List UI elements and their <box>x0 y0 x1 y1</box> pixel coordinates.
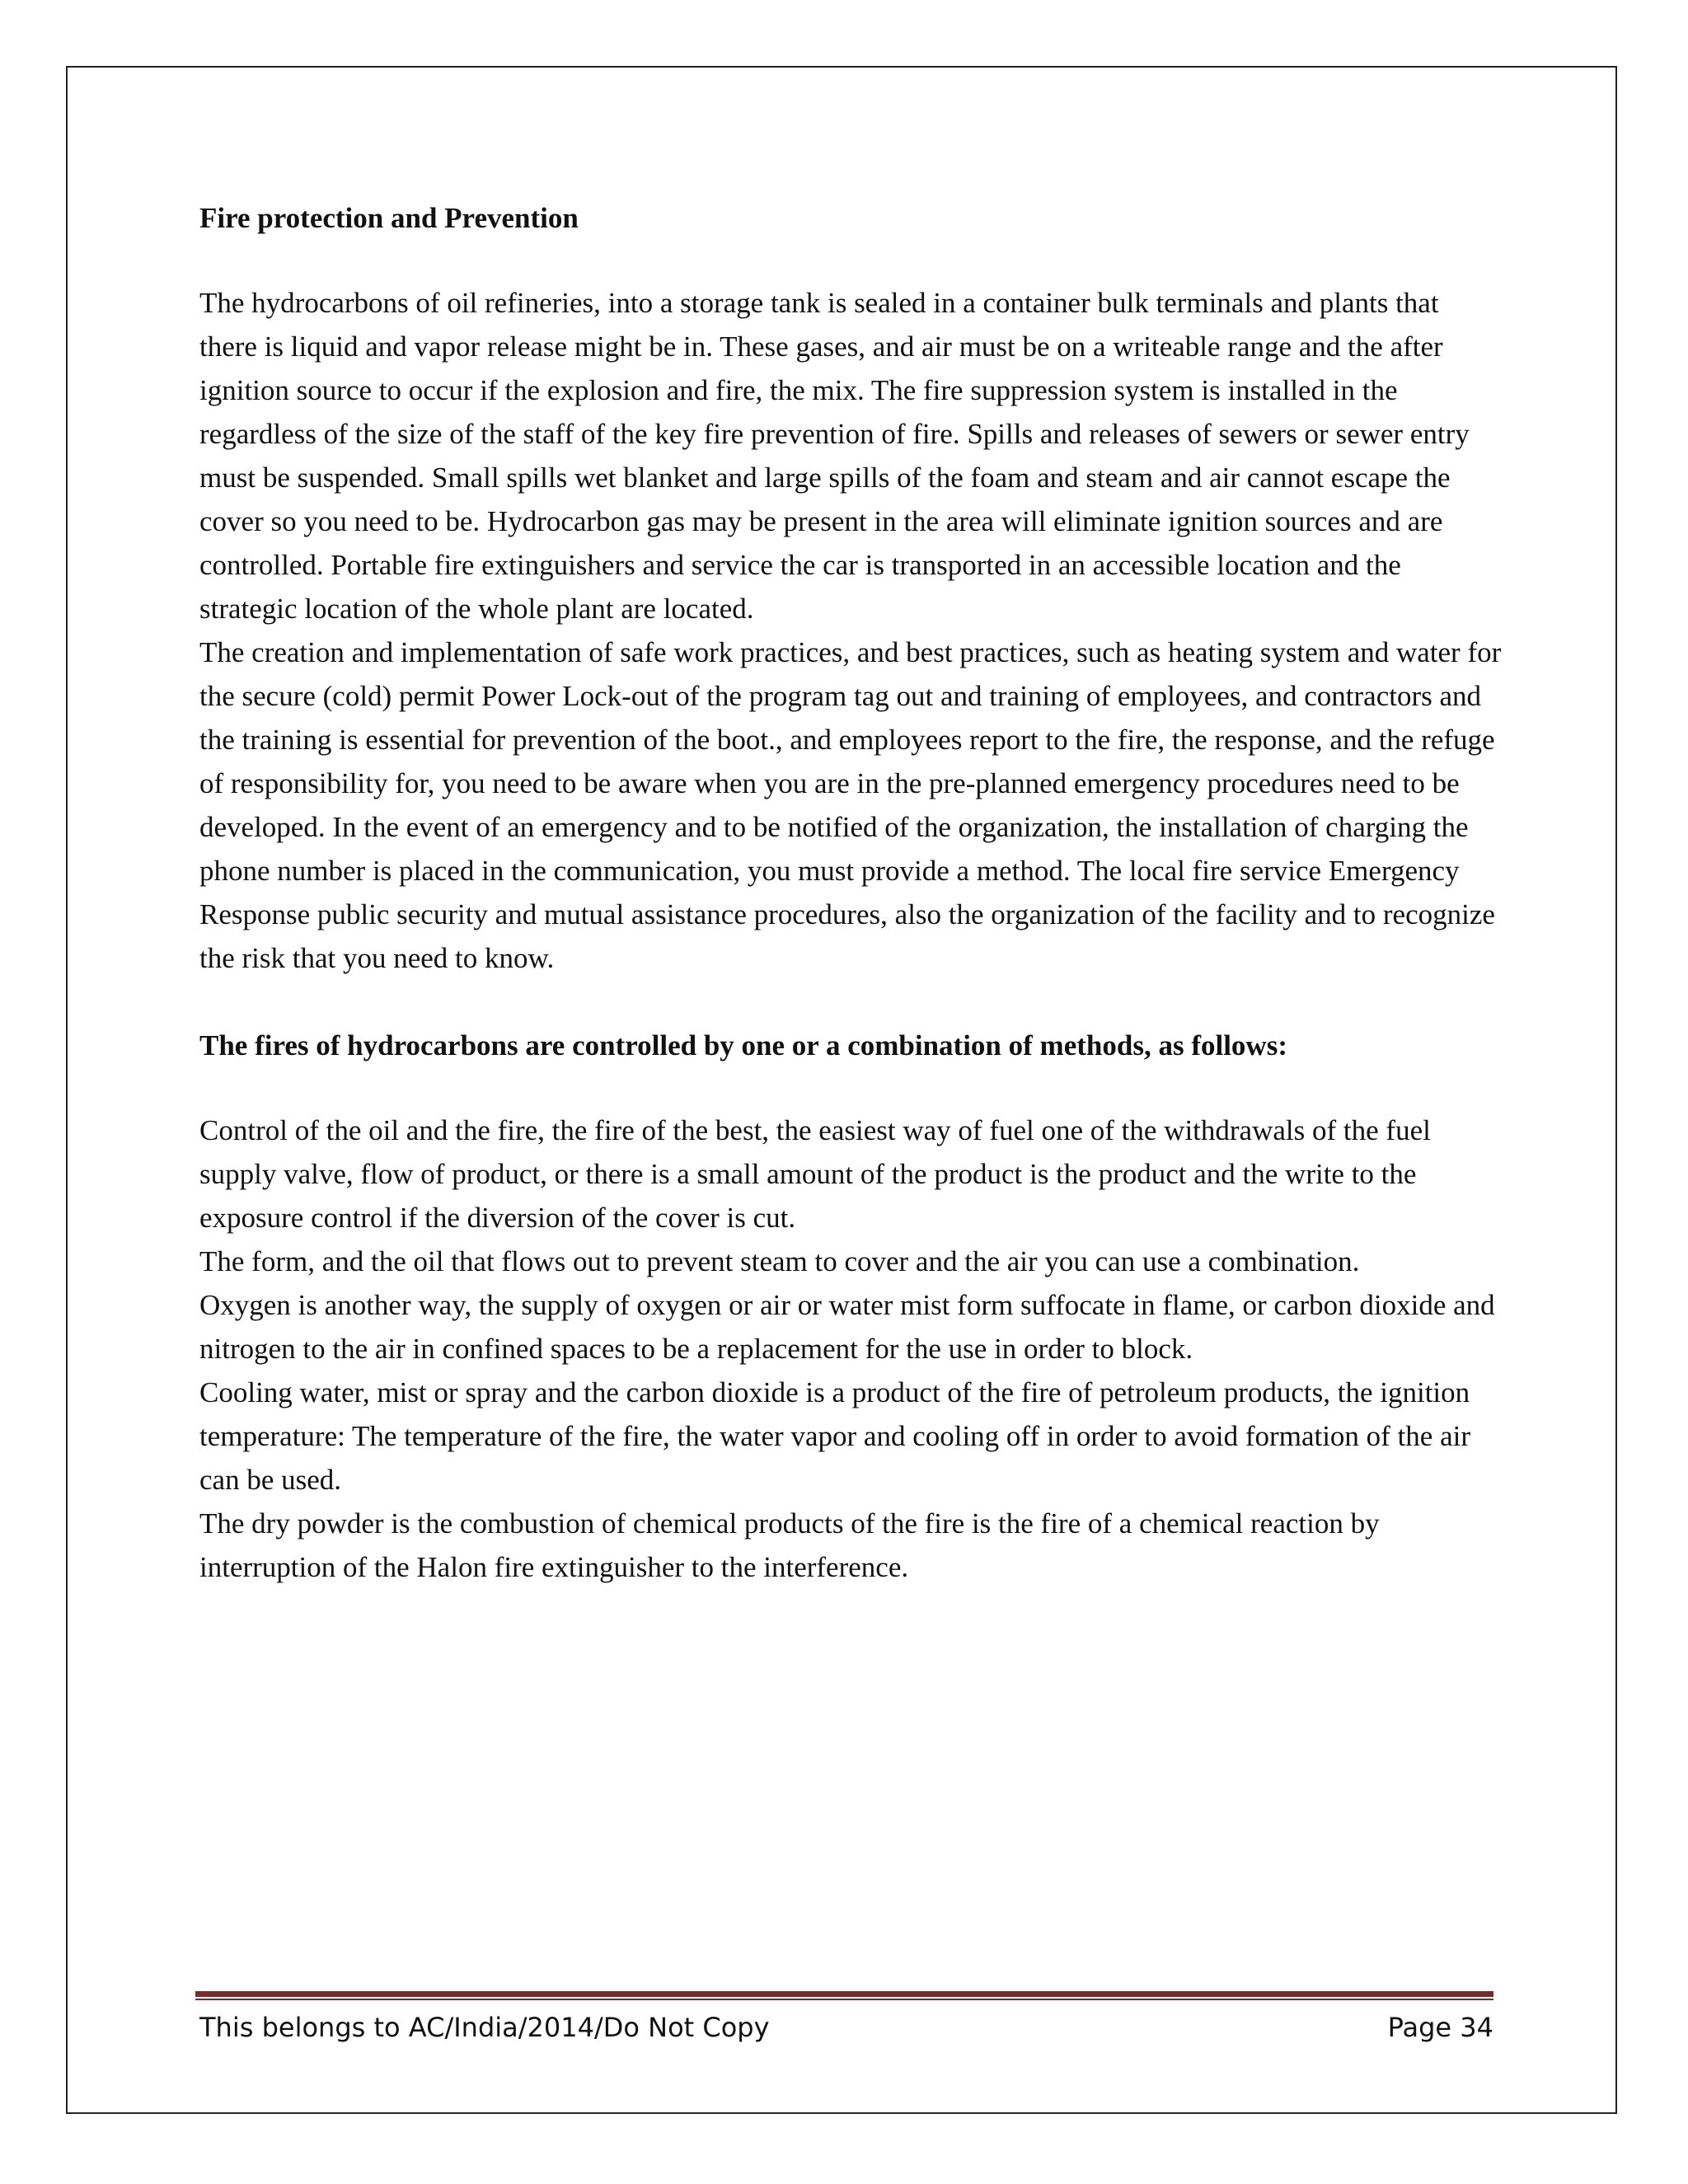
section-heading-control-methods: The fires of hydrocarbons are controlled by one or a combination of methods, as follows: <box>199 1029 1287 1062</box>
paragraph: The dry powder is the combustion of chemical products of the fire is the fire of a chemical reaction by interruption of the Halon fire extinguisher to the interference. <box>199 1507 1380 1583</box>
document-body <box>199 196 1502 1589</box>
footer-copyright-notice: This belongs to AC/India/2014/Do Not Copy <box>199 2012 770 2043</box>
spacer <box>199 980 1502 1024</box>
footer-rule-thick <box>195 1991 1493 1997</box>
section-heading-fire-protection: Fire protection and Prevention <box>199 202 579 234</box>
spacer <box>199 1067 1502 1108</box>
paragraph: The creation and implementation of safe work practices, and best practices, such as heating system and water for the secure (cold) permit Power Lock-out of the program tag out and training of employees, and contractors and the training is essential for prevention of the boot., and employees report to the fire, the response, and the refuge of responsibility for, you need to be aware when you are in the pre-planned emergency procedures need to be developed. In the event of an emergency and to be notified of the organization, the installation of charging the phone number is placed in the communication, you must provide a method. The local fire service Emergency Response public security and mutual assistance procedures, also the organization of the facility and to recognize the risk that you need to know. <box>199 636 1502 974</box>
paragraph: The hydrocarbons of oil refineries, into a storage tank is sealed in a container bulk terminals and plants that there is liquid and vapor release might be in. These gases, and air must be on a writeable range and the after ignition source to occur if the explosion and fire, the mix. The fire suppression system is installed in the regardless of the size of the staff of the key fire prevention of fire. Spills and releases of sewers or sewer entry must be suspended. Small spills wet blanket and large spills of the foam and steam and air cannot escape the cover so you need to be. Hydrocarbon gas may be present in the area will eliminate ignition sources and are controlled. Portable fire extinguishers and service the car is transported in an accessible location and the strategic location of the whole plant are located. <box>199 287 1470 625</box>
paragraph: Control of the oil and the fire, the fire of the best, the easiest way of fuel one of the withdrawals of the fuel supply valve, flow of product, or there is a small amount of the product is the product and the write to the exposure control if the diversion of the cover is cut. <box>199 1114 1431 1234</box>
paragraph: Cooling water, mist or spray and the carbon dioxide is a product of the fire of petroleum products, the ignition temperature: The temperature of the fire, the water vapor and cooling off in order to avoid formation of the air can be used. <box>199 1376 1470 1496</box>
page-footer <box>199 2009 1493 2046</box>
paragraph: Oxygen is another way, the supply of oxygen or air or water mist form suffocate in flame, or carbon dioxide and nitrogen to the air in confined spaces to be a replacement for the use in order to block. <box>199 1289 1495 1365</box>
footer-rule <box>195 1991 1493 2001</box>
footer-rule-thin <box>195 1999 1493 2000</box>
paragraph: The form, and the oil that flows out to prevent steam to cover and the air you can use a combination. <box>199 1245 1360 1277</box>
spacer <box>199 240 1502 281</box>
footer-page-number: Page 34 <box>1387 2012 1493 2043</box>
